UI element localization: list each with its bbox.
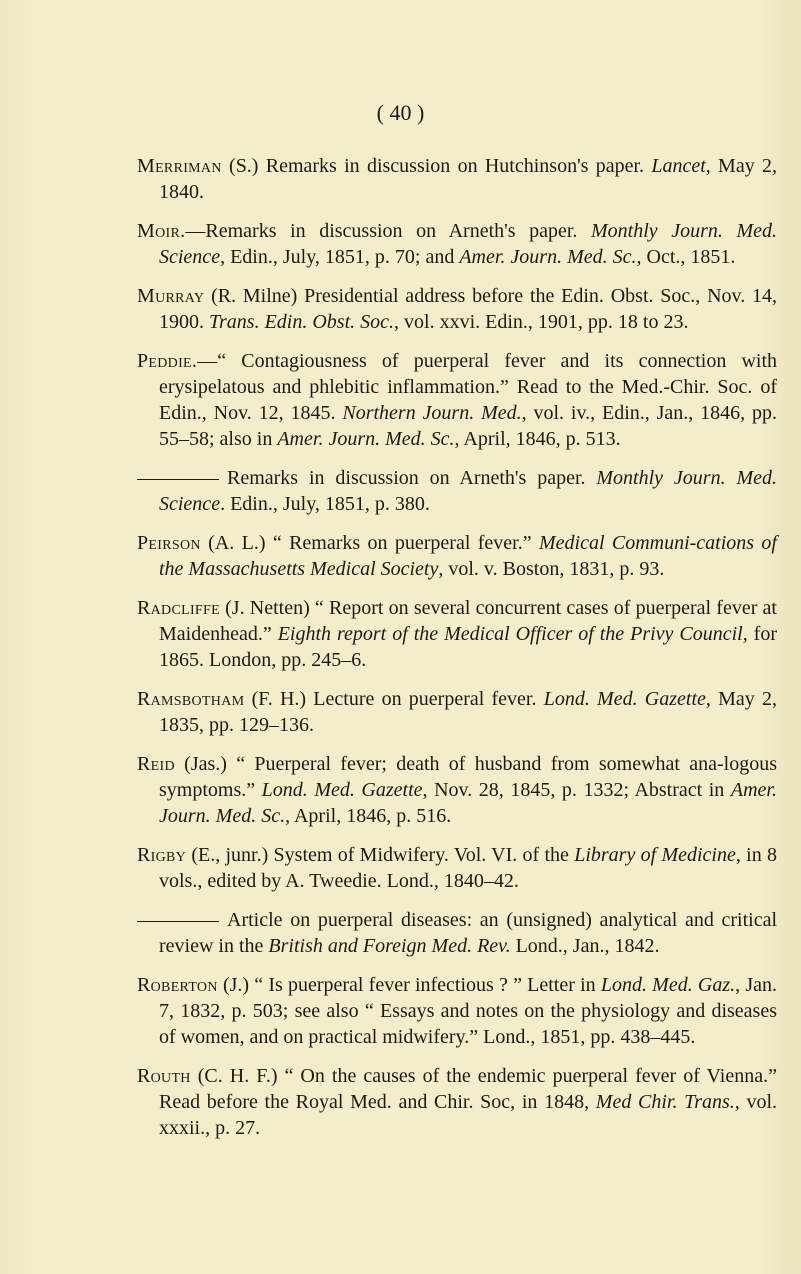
ditto-dash xyxy=(137,921,219,922)
entry-journal-title: Med Chir. Trans. xyxy=(595,1091,735,1113)
entry-text: , April, 1846, p. 513. xyxy=(454,428,621,450)
entry-text: (C. H. F.) “ On the causes of the endemic puerperal fever of Vienna.” Read before the Royal Med. and Chir. Soc, in 1848, xyxy=(159,1065,777,1113)
entry-journal-title: Library of Medicine xyxy=(574,844,736,866)
entry-text: (J. Netten) “ Report on several concurrent cases of puerperal fever at Maidenhead.” xyxy=(159,597,777,645)
entry-author: Roberton xyxy=(137,974,218,996)
entry-text: (S.) Remarks in discussion on Hutchinson's paper. xyxy=(221,155,652,177)
entry-journal-title: Amer. Journ. Med. Sc. xyxy=(277,428,455,450)
ditto-dash xyxy=(137,479,219,480)
entry-author: Moir. xyxy=(137,220,186,242)
entry-journal-title: Monthly Journ. Med. Science xyxy=(159,467,777,515)
bibliography-entry xyxy=(137,842,777,894)
bibliography-entry xyxy=(137,686,777,738)
entry-text: (R. Milne) Presidential address before the Edin. Obst. Soc., Nov. 14, 1900. xyxy=(159,285,777,333)
entry-text: —“ Contagiousness of puerperal fever and its connection with erysipelatous and phlebitic inflammation.” Read to the Med.-Chir. Soc. of Edin., Nov. 12, 1845. xyxy=(159,350,777,424)
bibliography-entry xyxy=(137,283,777,335)
entry-author: Ramsbotham xyxy=(137,688,245,710)
entry-text: Article on puerperal diseases: an (unsigned) analytical and critical review in the xyxy=(159,909,777,957)
entry-text: (E., junr.) System of Midwifery. Vol. VI. of the xyxy=(186,844,575,866)
entry-text: , Jan. 7, 1832, p. 503; see also “ Essays and notes on the physiology and diseases of women, and on practical midwifery.” Lond., 1851, pp. 438–445. xyxy=(159,974,777,1048)
entry-author: Peirson xyxy=(137,532,201,554)
bibliography-entry xyxy=(137,972,777,1050)
entry-text: , vol. iv., Edin., Jan., 1846, pp. 55–58; also in xyxy=(159,402,778,450)
bibliography-entry xyxy=(137,907,777,959)
entry-journal-title: Eighth report of the Medical Officer of the Privy Council xyxy=(277,623,743,645)
bibliography-entry xyxy=(137,348,777,452)
entry-journal-title: Lond. Med. Gazette xyxy=(543,688,706,710)
entry-text: , May 2, 1840. xyxy=(159,155,777,203)
entry-text: , Nov. 28, 1845, p. 1332; Abstract in xyxy=(422,779,731,801)
entry-text: . Edin., July, 1851, p. 380. xyxy=(220,493,430,515)
entry-text: , vol. xxvi. Edin., 1901, pp. 18 to 23. xyxy=(394,311,689,333)
entry-author: Rigby xyxy=(137,844,187,866)
entry-text: , for 1865. London, pp. 245–6. xyxy=(159,623,777,671)
entry-text: (A. L.) “ Remarks on puerperal fever.” xyxy=(200,532,539,554)
entry-journal-title: Northern Journ. Med. xyxy=(342,402,522,424)
entry-journal-title: Lancet xyxy=(651,155,706,177)
bibliography-entry xyxy=(137,751,777,829)
entry-text: , vol. v. Boston, 1831, p. 93. xyxy=(438,558,665,580)
entry-journal-title: Lond. Med. Gazette xyxy=(261,779,423,801)
entry-text: Lond., Jan., 1842. xyxy=(510,935,660,957)
entry-text: (F. H.) Lecture on puerperal fever. xyxy=(244,688,544,710)
entry-journal-title: Amer. Journ. Med. Sc. xyxy=(159,779,777,827)
bibliography-entry xyxy=(137,153,777,205)
bibliography-entry xyxy=(137,218,777,270)
entry-author: Murray xyxy=(137,285,205,307)
bibliography-list xyxy=(137,153,777,1154)
entry-journal-title: British and Foreign Med. Rev. xyxy=(268,935,511,957)
entry-author: Radcliffe xyxy=(137,597,220,619)
bibliography-entry xyxy=(137,465,777,517)
bibliography-entry xyxy=(137,530,777,582)
entry-journal-title: Medical Communi-cations of the Massachusetts Medical Society xyxy=(159,532,777,580)
entry-journal-title: Lond. Med. Gaz. xyxy=(600,974,736,996)
entry-author: Routh xyxy=(137,1065,191,1087)
entry-author: Merriman xyxy=(137,155,222,177)
entry-text: , April, 1846, p. 516. xyxy=(285,805,452,827)
page-number: ( 40 ) xyxy=(376,100,425,125)
entry-journal-title: Amer. Journ. Med. Sc. xyxy=(459,246,637,268)
entry-journal-title: Trans. Edin. Obst. Soc. xyxy=(209,311,395,333)
entry-text: Remarks in discussion on Arneth's paper. xyxy=(227,467,597,489)
entry-author: Reid xyxy=(137,753,175,775)
entry-text: , Edin., July, 1851, p. 70; and xyxy=(220,246,460,268)
entry-journal-title: Monthly Journ. Med. Science xyxy=(159,220,777,268)
entry-text: , Oct., 1851. xyxy=(636,246,736,268)
entry-text: (Jas.) “ Puerperal fever; death of husband from somewhat ana-logous symptoms.” xyxy=(159,753,777,801)
entry-text: (J.) “ Is puerperal fever infectious ? ” Letter in xyxy=(217,974,601,996)
bibliography-entry xyxy=(137,595,777,673)
entry-text: —Remarks in discussion on Arneth's paper. xyxy=(185,220,591,242)
entry-text: , vol. xxxii., p. 27. xyxy=(159,1091,778,1139)
entry-text: , May 2, 1835, pp. 129–136. xyxy=(159,688,777,736)
entry-text: , in 8 vols., edited by A. Tweedie. Lond., 1840–42. xyxy=(159,844,777,892)
entry-author: Peddie. xyxy=(137,350,198,372)
bibliography-entry xyxy=(137,1063,777,1141)
